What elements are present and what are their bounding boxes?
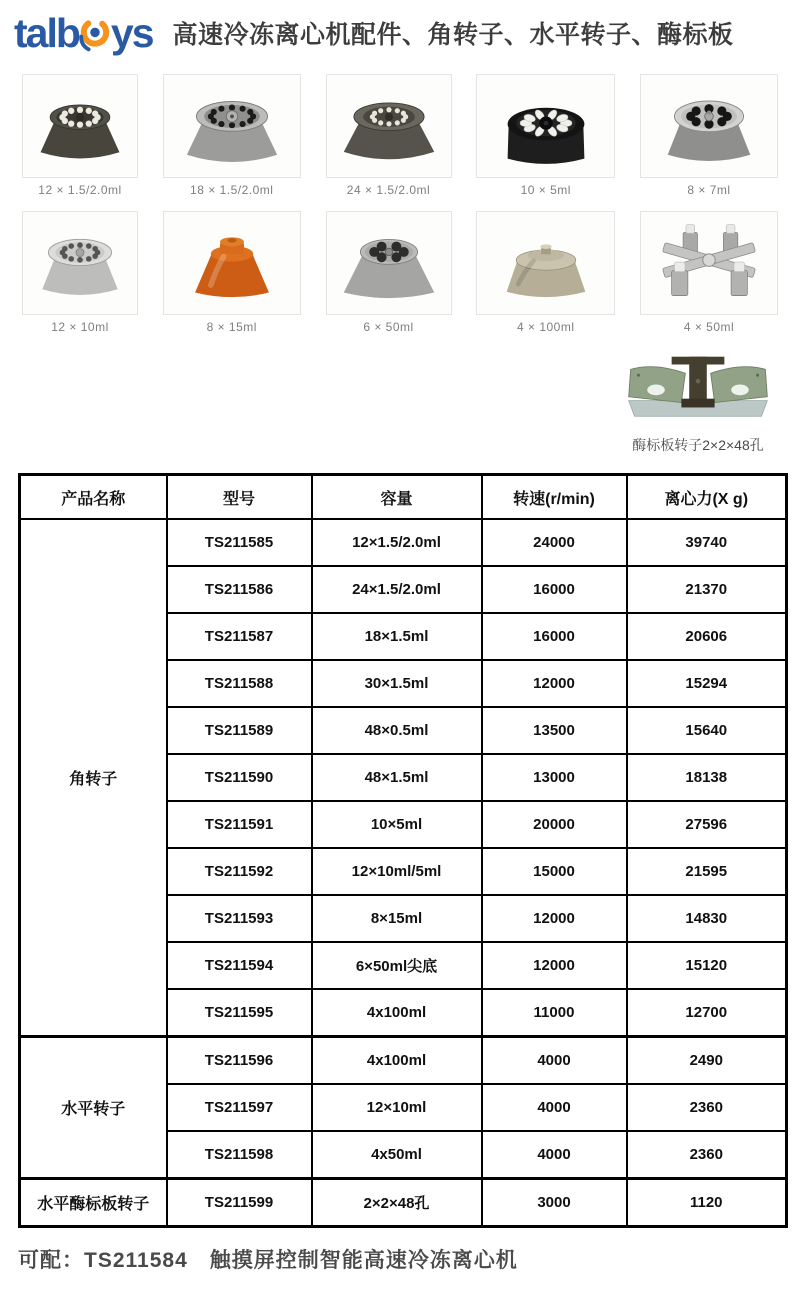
cell-force: 1120: [627, 1179, 787, 1227]
group-label-horizontal-rotor: 水平转子: [20, 1037, 167, 1179]
cell-model: TS211585: [167, 519, 312, 566]
cell-model: TS211590: [167, 754, 312, 801]
cell-model: TS211591: [167, 801, 312, 848]
cell-model: TS211598: [167, 1131, 312, 1179]
group-label-angle-rotor: 角转子: [20, 519, 167, 1037]
cell-speed: 12000: [482, 660, 627, 707]
cell-speed: 4000: [482, 1131, 627, 1179]
cell-force: 27596: [627, 801, 787, 848]
cell-speed: 13500: [482, 707, 627, 754]
col-header-force: 离心力(X g): [627, 475, 787, 520]
cell-model: TS211596: [167, 1037, 312, 1085]
group-label-plate-rotor: 水平酶标板转子: [20, 1179, 167, 1227]
plate-rotor-block: [0, 344, 800, 455]
product-caption: 6 × 50ml: [363, 320, 414, 334]
product-caption: 8 × 7ml: [687, 183, 731, 197]
product-caption: 18 × 1.5/2.0ml: [190, 183, 274, 197]
cell-force: 20606: [627, 613, 787, 660]
col-header-speed: 转速(r/min): [482, 475, 627, 520]
cell-model: TS211589: [167, 707, 312, 754]
cell-capacity: 30×1.5ml: [312, 660, 482, 707]
rotor-image-12x1.5ml: [22, 74, 138, 178]
plate-rotor-caption: 酶标板转子2×2×48孔: [632, 437, 764, 453]
product-card: [640, 211, 778, 334]
cell-capacity: 12×10ml/5ml: [312, 848, 482, 895]
product-card: [163, 74, 301, 197]
cell-capacity: 24×1.5/2.0ml: [312, 566, 482, 613]
cell-force: 2360: [627, 1131, 787, 1179]
cell-capacity: 4x100ml: [312, 1037, 482, 1085]
cell-model: TS211588: [167, 660, 312, 707]
cell-speed: 16000: [482, 613, 627, 660]
rotor-image-8x7ml: [640, 74, 778, 178]
cell-capacity: 2×2×48孔: [312, 1179, 482, 1227]
col-header-product-name: 产品名称: [20, 475, 167, 520]
cell-model: TS211595: [167, 989, 312, 1037]
logo-swirl-icon: [76, 14, 114, 56]
product-card: [163, 211, 301, 334]
product-caption: 4 × 100ml: [516, 320, 575, 334]
cell-speed: 3000: [482, 1179, 627, 1227]
talboys-logo: [14, 10, 153, 56]
cell-model: TS211593: [167, 895, 312, 942]
cell-model: TS211597: [167, 1084, 312, 1131]
cell-capacity: 48×0.5ml: [312, 707, 482, 754]
cell-force: 2360: [627, 1084, 787, 1131]
product-card: [22, 211, 138, 334]
cell-force: 14830: [627, 895, 787, 942]
cell-speed: 20000: [482, 801, 627, 848]
table-row: [20, 1179, 787, 1227]
product-card: [326, 74, 452, 197]
cell-force: 15640: [627, 707, 787, 754]
cell-force: 15120: [627, 942, 787, 989]
cell-force: 12700: [627, 989, 787, 1037]
cell-model: TS211599: [167, 1179, 312, 1227]
product-card: [326, 211, 452, 334]
cell-speed: 4000: [482, 1037, 627, 1085]
logo-text-suffix: ys: [110, 10, 153, 56]
cell-capacity: 18×1.5ml: [312, 613, 482, 660]
cell-force: 39740: [627, 519, 787, 566]
cell-speed: 11000: [482, 989, 627, 1037]
cell-force: 21595: [627, 848, 787, 895]
rotor-image-8x15ml: [163, 211, 301, 315]
table-row: [20, 1037, 787, 1085]
product-caption: 4 × 50ml: [683, 320, 735, 334]
cell-model: TS211592: [167, 848, 312, 895]
cell-force: 21370: [627, 566, 787, 613]
cell-speed: 12000: [482, 942, 627, 989]
rotor-image-10x5ml: [476, 74, 615, 178]
cell-capacity: 12×1.5/2.0ml: [312, 519, 482, 566]
cell-capacity: 48×1.5ml: [312, 754, 482, 801]
cell-speed: 12000: [482, 895, 627, 942]
spec-table: [18, 473, 788, 1228]
cell-model: TS211594: [167, 942, 312, 989]
cell-speed: 16000: [482, 566, 627, 613]
cell-force: 15294: [627, 660, 787, 707]
footer-note: 可配：TS211584 触摸屏控制智能高速冷冻离心机: [18, 1249, 518, 1272]
table-header-row: [20, 475, 787, 520]
cell-capacity: 12×10ml: [312, 1084, 482, 1131]
product-card: [640, 74, 778, 197]
rotor-image-4x100ml: [476, 211, 615, 315]
rotor-image-12x10ml: [22, 211, 138, 315]
cell-capacity: 4x50ml: [312, 1131, 482, 1179]
cell-model: TS211586: [167, 566, 312, 613]
logo-text-prefix: talb: [14, 10, 79, 56]
microplate-rotor-image: [608, 344, 788, 426]
col-header-model: 型号: [167, 475, 312, 520]
product-caption: 12 × 1.5/2.0ml: [38, 183, 122, 197]
product-card: [476, 211, 615, 334]
cell-speed: 4000: [482, 1084, 627, 1131]
product-caption: 24 × 1.5/2.0ml: [346, 183, 431, 197]
table-row: [20, 519, 787, 566]
rotor-image-6x50ml: [326, 211, 452, 315]
product-caption: 12 × 10ml: [51, 320, 109, 334]
rotor-image-4x50ml-swing: [640, 211, 778, 315]
cell-capacity: 10×5ml: [312, 801, 482, 848]
cell-speed: 24000: [482, 519, 627, 566]
header: [0, 0, 800, 60]
cell-force: 18138: [627, 754, 787, 801]
product-card: [22, 74, 138, 197]
product-caption: 10 × 5ml: [520, 183, 571, 197]
rotor-image-18x1.5ml: [163, 74, 301, 178]
cell-capacity: 4x100ml: [312, 989, 482, 1037]
product-grid-row2: [0, 211, 800, 334]
product-caption: 8 × 15ml: [206, 320, 257, 334]
col-header-capacity: 容量: [312, 475, 482, 520]
cell-capacity: 8×15ml: [312, 895, 482, 942]
page-title: 高速冷冻离心机配件、角转子、水平转子、酶标板: [172, 21, 734, 49]
rotor-image-24x1.5ml: [326, 74, 452, 178]
cell-speed: 15000: [482, 848, 627, 895]
cell-speed: 13000: [482, 754, 627, 801]
cell-force: 2490: [627, 1037, 787, 1085]
product-grid-row1: [0, 74, 800, 197]
product-card: [476, 74, 615, 197]
cell-model: TS211587: [167, 613, 312, 660]
cell-capacity: 6×50ml尖底: [312, 942, 482, 989]
